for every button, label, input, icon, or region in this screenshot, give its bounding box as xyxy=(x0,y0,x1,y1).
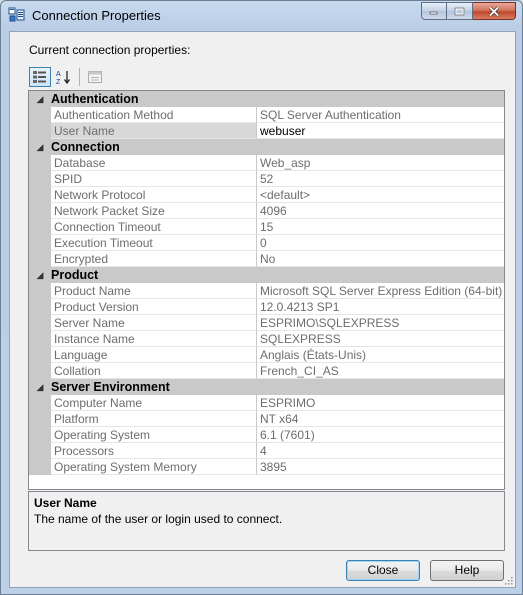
property-name: Language xyxy=(51,347,257,363)
caption-buttons xyxy=(421,2,516,20)
property-name: Product Name xyxy=(51,283,257,299)
property-name: Operating System xyxy=(51,427,257,443)
row-margin xyxy=(29,123,51,139)
help-button[interactable]: Help xyxy=(430,560,504,581)
property-value[interactable]: 4 xyxy=(257,443,504,459)
category-row[interactable] xyxy=(29,139,504,155)
row-margin xyxy=(29,235,51,251)
category-row[interactable] xyxy=(29,379,504,395)
property-row[interactable] xyxy=(29,315,504,331)
property-name: User Name xyxy=(51,123,257,139)
property-value[interactable]: ESPRIMO xyxy=(257,395,504,411)
property-row[interactable] xyxy=(29,395,504,411)
property-value[interactable]: 0 xyxy=(257,235,504,251)
property-value[interactable]: No xyxy=(257,251,504,267)
property-row[interactable] xyxy=(29,331,504,347)
resize-grip-icon[interactable] xyxy=(503,575,513,585)
row-margin xyxy=(29,107,51,123)
property-row[interactable] xyxy=(29,299,504,315)
row-margin xyxy=(29,331,51,347)
property-name: Authentication Method xyxy=(51,107,257,123)
property-name: Server Name xyxy=(51,315,257,331)
row-margin xyxy=(29,363,51,379)
property-value[interactable]: French_CI_AS xyxy=(257,363,504,379)
collapse-icon[interactable]: ◢ xyxy=(36,142,44,152)
description-panel xyxy=(28,491,505,551)
svg-text:A: A xyxy=(56,71,61,78)
property-name: Execution Timeout xyxy=(51,235,257,251)
property-value[interactable]: SQLEXPRESS xyxy=(257,331,504,347)
row-margin xyxy=(29,283,51,299)
property-value[interactable]: <default> xyxy=(257,187,504,203)
row-margin xyxy=(29,187,51,203)
property-value[interactable]: Anglais (États-Unis) xyxy=(257,347,504,363)
maximize-icon xyxy=(454,7,465,16)
categorized-button[interactable] xyxy=(29,67,51,87)
categorized-icon xyxy=(32,70,48,84)
property-name: Processors xyxy=(51,443,257,459)
property-row[interactable] xyxy=(29,427,504,443)
category-label: Connection xyxy=(51,140,120,154)
window-title: Connection Properties xyxy=(32,8,161,23)
row-margin xyxy=(29,203,51,219)
current-properties-label: Current connection properties: xyxy=(29,43,191,57)
dialog-client-area xyxy=(9,31,516,588)
minimize-icon xyxy=(429,7,439,15)
category-row[interactable] xyxy=(29,267,504,283)
close-button[interactable]: Close xyxy=(346,560,420,581)
property-value[interactable]: webuser xyxy=(257,123,504,139)
row-margin xyxy=(29,427,51,443)
row-margin xyxy=(29,347,51,363)
property-grid-toolbar xyxy=(29,66,108,88)
property-name: Instance Name xyxy=(51,331,257,347)
collapse-icon[interactable]: ◢ xyxy=(36,94,44,104)
category-row[interactable] xyxy=(29,91,504,107)
collapse-icon[interactable]: ◢ xyxy=(36,382,44,392)
property-value[interactable]: 4096 xyxy=(257,203,504,219)
row-margin xyxy=(29,219,51,235)
property-row[interactable] xyxy=(29,363,504,379)
property-row[interactable] xyxy=(29,203,504,219)
property-name: Product Version xyxy=(51,299,257,315)
property-pages-icon xyxy=(87,70,103,84)
sort-alphabetical-icon xyxy=(55,69,73,85)
property-value[interactable]: Microsoft SQL Server Express Edition (64-bit) xyxy=(257,283,504,299)
property-value[interactable]: ESPRIMO\SQLEXPRESS xyxy=(257,315,504,331)
property-value[interactable]: 52 xyxy=(257,171,504,187)
property-name: Network Protocol xyxy=(51,187,257,203)
close-window-button[interactable] xyxy=(473,2,516,20)
property-row[interactable] xyxy=(29,171,504,187)
property-value[interactable]: Web_asp xyxy=(257,155,504,171)
title-bar[interactable] xyxy=(1,1,522,31)
property-row[interactable] xyxy=(29,107,504,123)
property-value[interactable]: NT x64 xyxy=(257,411,504,427)
description-title: User Name xyxy=(34,496,97,510)
property-name: SPID xyxy=(51,171,257,187)
property-pages-button[interactable] xyxy=(84,67,106,87)
category-label: Server Environment xyxy=(51,380,170,394)
alphabetical-button[interactable] xyxy=(53,67,75,87)
row-margin xyxy=(29,411,51,427)
property-row[interactable] xyxy=(29,235,504,251)
property-name: Collation xyxy=(51,363,257,379)
property-row[interactable] xyxy=(29,411,504,427)
property-row[interactable] xyxy=(29,347,504,363)
description-text: The name of the user or login used to connect. xyxy=(34,512,283,526)
property-value[interactable]: 12.0.4213 SP1 xyxy=(257,299,504,315)
property-name: Encrypted xyxy=(51,251,257,267)
property-value[interactable]: 3895 xyxy=(257,459,504,475)
close-icon xyxy=(488,6,500,17)
property-row[interactable] xyxy=(29,283,504,299)
property-row[interactable] xyxy=(29,155,504,171)
property-value[interactable]: 6.1 (7601) xyxy=(257,427,504,443)
svg-text:Z: Z xyxy=(56,79,61,85)
category-label: Authentication xyxy=(51,92,139,106)
property-grid[interactable] xyxy=(28,90,505,490)
connection-properties-icon xyxy=(8,7,25,23)
row-margin xyxy=(29,299,51,315)
property-name: Computer Name xyxy=(51,395,257,411)
property-value[interactable]: SQL Server Authentication xyxy=(257,107,504,123)
property-name: Platform xyxy=(51,411,257,427)
property-row[interactable] xyxy=(29,251,504,267)
property-row[interactable] xyxy=(29,219,504,235)
row-margin xyxy=(29,315,51,331)
property-row[interactable] xyxy=(29,459,504,475)
row-margin xyxy=(29,443,51,459)
property-name: Connection Timeout xyxy=(51,219,257,235)
row-margin xyxy=(29,155,51,171)
category-label: Product xyxy=(51,268,99,282)
maximize-button[interactable] xyxy=(447,2,473,20)
property-value[interactable]: 15 xyxy=(257,219,504,235)
row-margin xyxy=(29,251,51,267)
collapse-icon[interactable]: ◢ xyxy=(36,270,44,280)
property-row[interactable] xyxy=(29,123,504,139)
row-margin xyxy=(29,395,51,411)
property-row[interactable] xyxy=(29,443,504,459)
minimize-button[interactable] xyxy=(421,2,447,20)
property-name: Database xyxy=(51,155,257,171)
row-margin xyxy=(29,459,51,475)
property-row[interactable] xyxy=(29,187,504,203)
property-name: Operating System Memory xyxy=(51,459,257,475)
row-margin xyxy=(29,171,51,187)
property-name: Network Packet Size xyxy=(51,203,257,219)
toolbar-separator xyxy=(79,68,80,86)
